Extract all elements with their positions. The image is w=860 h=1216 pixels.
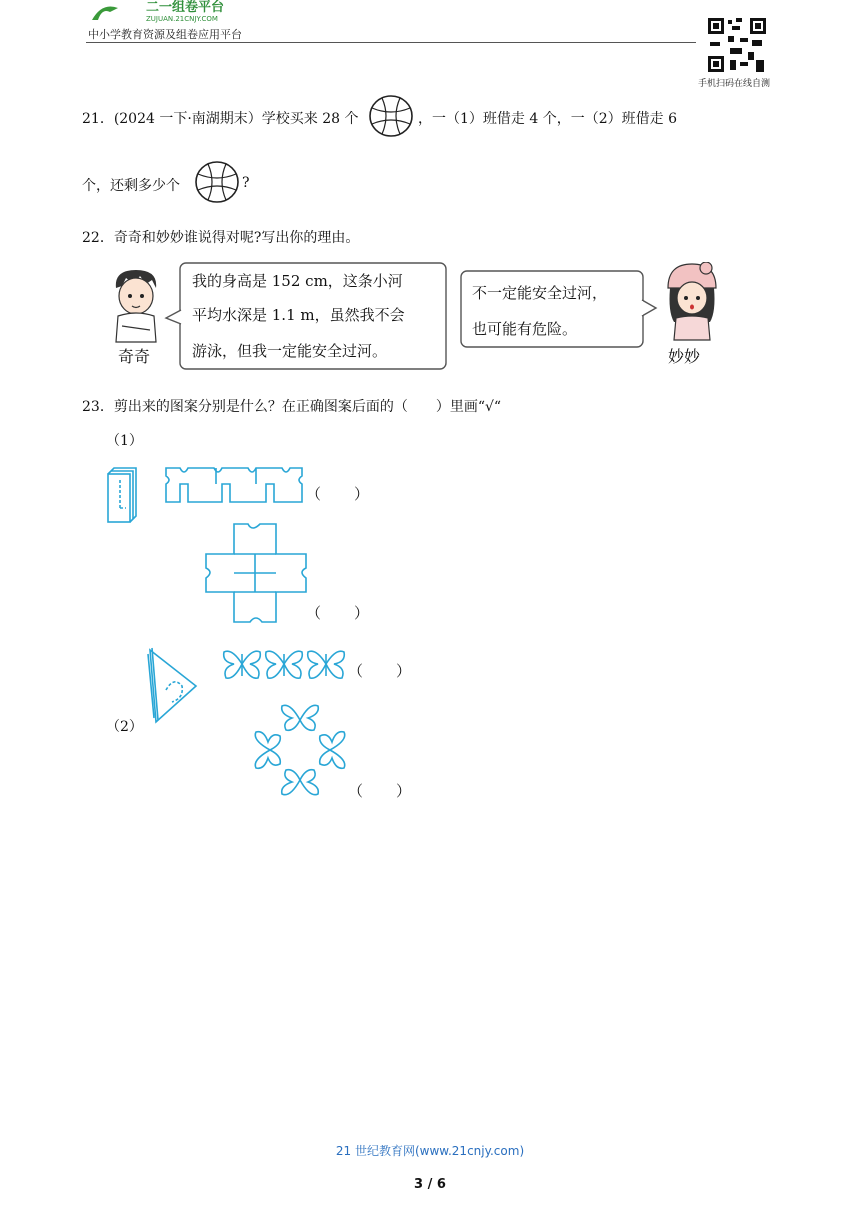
qiqi-name: 奇奇 bbox=[118, 347, 151, 366]
butterfly-row-option bbox=[222, 646, 348, 682]
qr-caption: 手机扫码在线自测 bbox=[698, 79, 771, 89]
logo-text: 二一组卷平台 bbox=[146, 0, 225, 15]
q23-part1-label: （1） bbox=[106, 433, 143, 449]
butterfly-ring-option bbox=[250, 700, 350, 800]
q22-illustration bbox=[108, 262, 728, 374]
basketball-icon bbox=[368, 94, 414, 138]
qiqi-bubble-line: 我的身高是 152 cm，这条小河 bbox=[192, 272, 403, 290]
miaomiao-bubble-line: 也可能有危险。 bbox=[472, 320, 578, 338]
qiqi-boy-icon bbox=[108, 266, 164, 346]
folded-paper-strip-icon bbox=[106, 466, 138, 526]
answer-box[interactable]: （ ） bbox=[306, 604, 371, 622]
q21-line2-part2: ? bbox=[242, 175, 250, 191]
answer-box[interactable]: （ ） bbox=[348, 662, 413, 680]
header-subtitle: 中小学教育资源及组卷应用平台 bbox=[88, 28, 242, 41]
q23-part2-label: （2） bbox=[106, 719, 143, 735]
qr-code-icon bbox=[706, 16, 768, 74]
q21-line1-part2: ，一（1）班借走 4 个，一（2）班借走 6 bbox=[418, 111, 677, 127]
answer-box[interactable]: （ ） bbox=[348, 782, 413, 800]
logo-runner-icon bbox=[92, 7, 118, 21]
folded-paper-triangle-icon bbox=[146, 646, 200, 724]
logo-url: ZUJUAN.21CNJY.COM bbox=[146, 15, 218, 23]
q21-line2-part1: 个，还剩多少个 bbox=[82, 178, 180, 194]
miaomiao-name: 妙妙 bbox=[668, 347, 701, 366]
qiqi-bubble-line: 游泳，但我一定能安全过河。 bbox=[192, 342, 388, 360]
qiqi-bubble-line: 平均水深是 1.1 m，虽然我不会 bbox=[192, 306, 405, 324]
miaomiao-girl-icon bbox=[660, 262, 722, 342]
q22-text: 22．奇奇和妙妙谁说得对呢?写出你的理由。 bbox=[82, 230, 360, 246]
miaomiao-bubble-line: 不一定能安全过河， bbox=[472, 284, 608, 302]
page-number: 3 / 6 bbox=[414, 1177, 446, 1192]
q23-text: 23．剪出来的图案分别是什么？在正确图案后面的（ ）里画“√“ bbox=[82, 399, 502, 415]
paper-cut-strip-option bbox=[164, 466, 304, 504]
header-logo bbox=[88, 0, 278, 22]
answer-box[interactable]: （ ） bbox=[306, 485, 371, 503]
paper-cut-cross-option bbox=[204, 522, 308, 624]
footer-site-link[interactable]: 21 世纪教育网(www.21cnjy.com) bbox=[335, 1144, 525, 1158]
header-divider bbox=[86, 42, 696, 43]
basketball-icon bbox=[194, 160, 240, 204]
q21-line1-part1: 21．(2024 一下·南湖期末）学校买来 28 个 bbox=[82, 111, 359, 127]
